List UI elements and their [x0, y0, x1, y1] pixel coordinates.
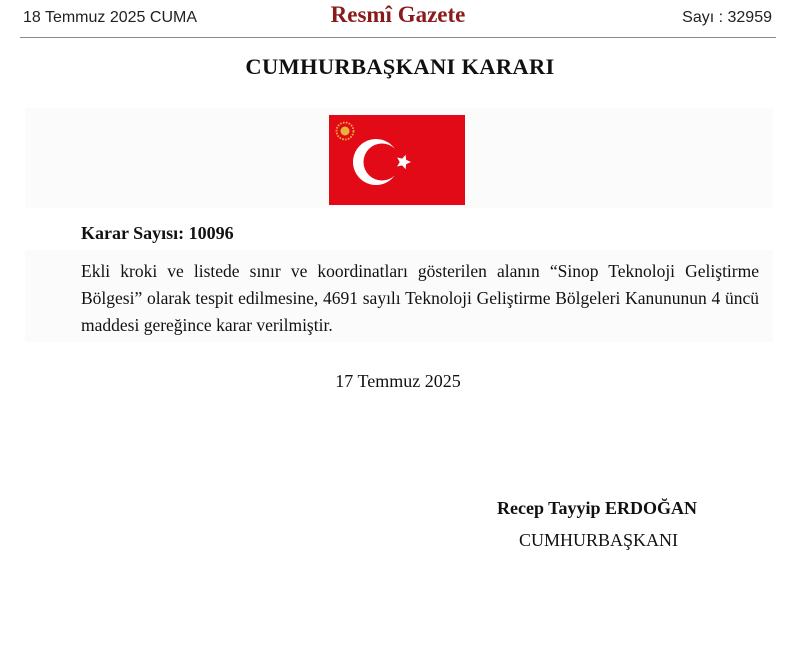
- decision-number: Karar Sayısı: 10096: [81, 223, 234, 243]
- decision-date: 17 Temmuz 2025: [335, 371, 461, 391]
- decision-body-text: Ekli kroki ve listede sınır ve koordinatları gösterilen alanın “Sinop Teknoloji Geliştirme Bölgesi” olarak tespit edilmesine, 4691 sayılı Teknoloji Geliştirme Bölgeleri Kanununun 4 üncü maddesi gereğince karar verilmiştir.: [81, 261, 759, 335]
- signer-name: Recep Tayyip ERDOĞAN: [497, 498, 698, 518]
- gazette-header: [20, 0, 776, 38]
- turkish-flag-icon: [329, 115, 465, 205]
- gazette-title: Resmî Gazete: [330, 2, 466, 27]
- issue-number: Sayı : 32959: [682, 9, 772, 26]
- issue-date: 18 Temmuz 2025 CUMA: [23, 9, 197, 26]
- signer-title: CUMHURBAŞKANI: [519, 530, 679, 550]
- document-title: CUMHURBAŞKANI KARARI: [245, 54, 555, 79]
